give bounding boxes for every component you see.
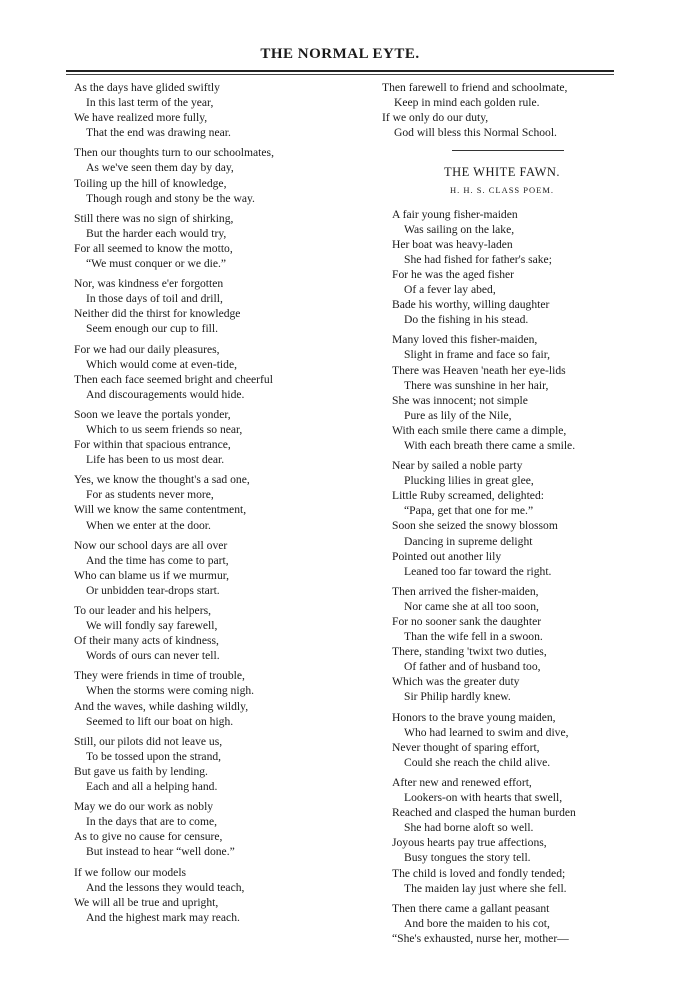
stanza (392, 901, 622, 946)
verse-line: To be tossed upon the strand, (86, 749, 222, 763)
verse-line: Still, our pilots did not leave us, (74, 734, 223, 748)
verse-line: Which would come at even-tide, (86, 357, 237, 371)
verse-line: And the lessons they would teach, (86, 880, 245, 894)
verse-line: There was Heaven 'neath her eye-lids (392, 363, 566, 377)
stanza (74, 407, 364, 467)
verse-line: And discouragements would hide. (86, 387, 245, 401)
verse-line: “We must conquer or we die.” (86, 257, 227, 271)
verse-line: Though rough and stony be the way. (86, 191, 255, 205)
verse-line: Was sailing on the lake, (404, 222, 515, 236)
verse-line: Little Ruby screamed, delighted: (392, 489, 544, 503)
right-column (382, 80, 622, 951)
intro-stanza (382, 80, 622, 140)
verse-line: She was innocent; not simple (392, 393, 528, 407)
verse-line: Her boat was heavy-laden (392, 237, 513, 251)
stanza (74, 80, 364, 140)
verse-line: God will bless this Normal School. (394, 126, 557, 140)
verse-line: Many loved this fisher-maiden, (392, 333, 538, 347)
verse-line: Toiling up the hill of knowledge, (74, 176, 227, 190)
verse-line: Then farewell to friend and schoolmate, (382, 81, 568, 94)
verse-line: Words of ours can never tell. (86, 649, 220, 663)
verse-line: Or unbidden tear-drops start. (86, 583, 220, 597)
stanza (74, 668, 364, 728)
verse-line: Do the fishing in his stead. (404, 313, 529, 327)
verse-line: Who had learned to swim and dive, (404, 725, 569, 739)
stanza (392, 584, 622, 705)
verse-line: Nor came she at all too soon, (404, 599, 539, 613)
verse-line: May we do our work as nobly (74, 800, 214, 814)
verse-line: There was sunshine in her hair, (404, 378, 549, 392)
verse-line: Plucking lilies in great glee, (404, 474, 534, 488)
verse-line: Neither did the thirst for knowledge (74, 307, 241, 321)
stanza (74, 211, 364, 271)
verse-line: When we enter at the door. (86, 518, 211, 532)
verse-line: Bade his worthy, willing daughter (392, 298, 550, 312)
verse-line: Keep in mind each golden rule. (394, 96, 540, 110)
verse-line: With each breath there came a smile. (404, 438, 576, 452)
verse-line: Nor, was kindness e'er forgotten (74, 277, 224, 291)
header-rule-thick (66, 70, 614, 72)
verse-line: But gave us faith by lending. (74, 764, 208, 778)
left-column (74, 80, 364, 930)
stanza (74, 603, 364, 663)
poem-stanzas (382, 207, 622, 946)
verse-line: To our leader and his helpers, (74, 604, 211, 617)
stanza (74, 865, 364, 925)
verse-line: “Papa, get that one for me.” (404, 504, 534, 518)
verse-line: And the waves, while dashing wildly, (74, 699, 249, 713)
verse-line: For he was the aged fisher (392, 267, 515, 281)
verse-line: Leaned too far toward the right. (404, 564, 552, 578)
verse-line: That the end was drawing near. (86, 126, 231, 140)
verse-line: A fair young fisher-maiden (392, 207, 518, 221)
verse-line: For within that spacious entrance, (74, 438, 231, 452)
verse-line: Soon we leave the portals yonder, (74, 407, 231, 421)
verse-line: Of father and of husband too, (404, 660, 541, 674)
verse-line: Sir Philip hardly knew. (404, 690, 511, 704)
header-rule-thin (66, 74, 614, 75)
verse-line: Busy tongues the story tell. (404, 851, 531, 865)
verse-line: When the storms were coming nigh. (86, 684, 255, 698)
verse-line: Honors to the brave young maiden, (392, 710, 556, 724)
verse-line: Slight in frame and face so fair, (404, 348, 551, 362)
verse-line: As we've seen them day by day, (86, 161, 234, 175)
verse-line: For all seemed to know the motto, (74, 241, 233, 255)
verse-line: Pure as lily of the Nile, (404, 408, 512, 422)
verse-line: Each and all a helping hand. (86, 780, 218, 794)
verse-line: We will all be true and upright, (74, 895, 219, 909)
verse-line: For we had our daily pleasures, (74, 342, 220, 356)
verse-line: Dancing in supreme delight (404, 534, 533, 548)
verse-line: Seemed to lift our boat on high. (86, 714, 234, 728)
verse-line: Of their many acts of kindness, (74, 634, 219, 648)
verse-line: Which was the greater duty (392, 675, 520, 689)
verse-line: Then each face seemed bright and cheerful (74, 372, 273, 386)
verse-line: In this last term of the year, (86, 96, 214, 110)
verse-line: Then there came a gallant peasant (392, 901, 550, 915)
verse-line: Yes, we know the thought's a sad one, (74, 473, 250, 487)
stanza (392, 710, 622, 770)
verse-line: As the days have glided swiftly (74, 81, 220, 94)
stanza (392, 458, 622, 579)
verse-line: With each smile there came a dimple, (392, 423, 567, 437)
stanza (74, 734, 364, 794)
verse-line: Still there was no sign of shirking, (74, 211, 234, 225)
verse-line: We will fondly say farewell, (86, 619, 218, 633)
stanza (382, 80, 622, 140)
verse-line: Of a fever lay abed, (404, 283, 496, 297)
verse-line: Then arrived the fisher-maiden, (392, 584, 539, 598)
verse-line: Could she reach the child alive. (404, 755, 551, 769)
verse-line: Soon she seized the snowy blossom (392, 519, 558, 533)
verse-line: Then our thoughts turn to our schoolmates, (74, 146, 274, 160)
stanza (74, 538, 364, 598)
verse-line: The maiden lay just where she fell. (404, 881, 567, 895)
verse-line: For no sooner sank the daughter (392, 615, 542, 628)
verse-line: Pointed out another lily (392, 549, 502, 563)
poem-subtitle: H. H. S. CLASS POEM. (449, 185, 555, 196)
verse-line: Life has been to us most dear. (86, 453, 225, 467)
verse-line: Than the wife fell in a swoon. (404, 630, 543, 644)
verse-line: If we follow our models (74, 865, 187, 879)
verse-line: Now our school days are all over (74, 538, 228, 552)
verse-line: Seem enough our cup to fill. (86, 322, 219, 336)
poem-title: THE WHITE FAWN. (443, 165, 561, 180)
stanza (74, 145, 364, 205)
stanza (392, 775, 622, 896)
verse-line: Joyous hearts pay true affections, (392, 836, 547, 850)
verse-line: She had fished for father's sake; (404, 252, 552, 266)
verse-line: But the harder each would try, (86, 226, 227, 240)
stanza (74, 342, 364, 402)
verse-line: They were friends in time of trouble, (74, 669, 245, 683)
stanza (74, 472, 364, 532)
verse-line: The child is loved and fondly tended; (392, 866, 566, 880)
verse-line: For as students never more, (86, 488, 214, 502)
verse-line: And the highest mark may reach. (86, 910, 240, 924)
verse-line: If we only do our duty, (382, 111, 489, 125)
verse-line: Near by sailed a noble party (392, 459, 523, 473)
verse-line: Never thought of sparing effort, (392, 740, 540, 754)
verse-line: Who can blame us if we murmur, (74, 568, 230, 582)
verse-line: Will we know the same contentment, (74, 503, 247, 517)
verse-line: After new and renewed effort, (392, 775, 532, 789)
verse-line: In the days that are to come, (86, 815, 218, 829)
verse-line: Lookers-on with hearts that swell, (404, 791, 563, 805)
verse-line: And bore the maiden to his cot, (404, 916, 550, 930)
verse-line: And the time has come to part, (86, 553, 229, 567)
stanza (392, 207, 622, 328)
stanza (74, 799, 364, 859)
verse-line: In those days of toil and drill, (86, 292, 223, 306)
stanza (74, 276, 364, 336)
verse-line: She had borne aloft so well. (404, 821, 534, 835)
page-header-title: THE NORMAL EYTE. (260, 46, 420, 62)
verse-line: But instead to hear “well done.” (86, 845, 235, 859)
verse-line: Which to us seem friends so near, (86, 422, 243, 436)
verse-line: “She's exhausted, nurse her, mother— (392, 931, 569, 945)
verse-line: We have realized more fully, (74, 111, 208, 125)
verse-line: As to give no cause for censure, (74, 830, 223, 844)
verse-line: There, standing 'twixt two duties, (392, 645, 547, 659)
stanza (392, 332, 622, 453)
section-divider (452, 150, 564, 151)
verse-line: Reached and clasped the human burden (392, 806, 576, 820)
